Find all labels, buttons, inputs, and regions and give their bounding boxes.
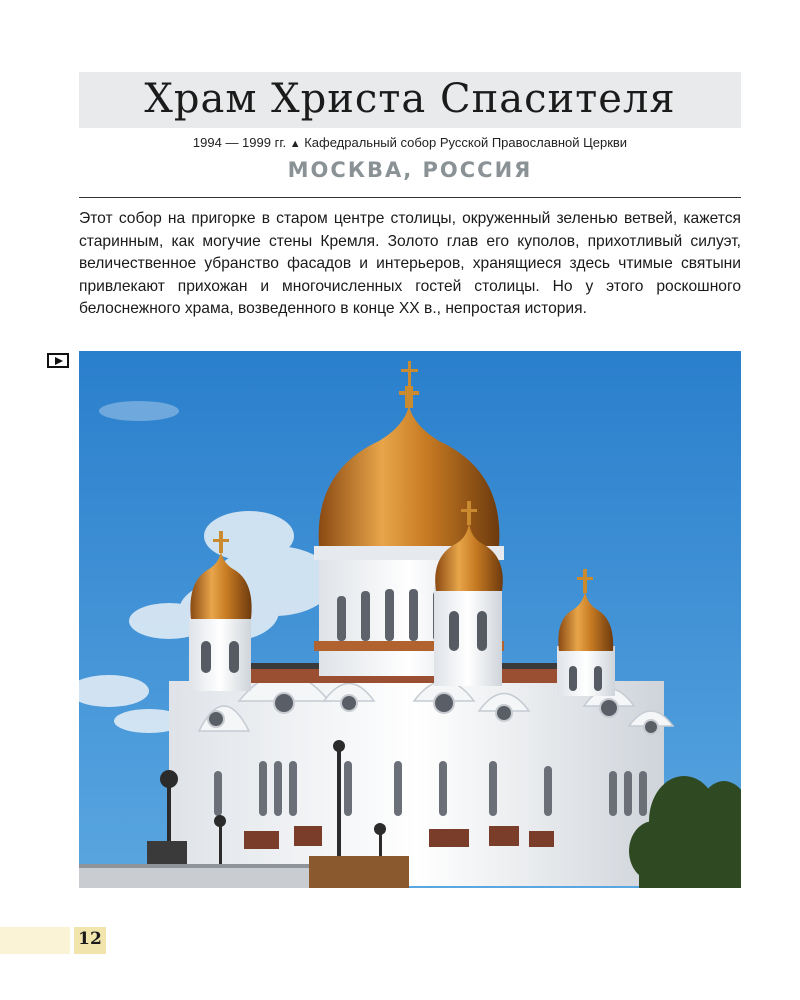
- page-number: 12: [78, 929, 102, 949]
- years-text: 1994 — 1999 гг.: [192, 135, 287, 150]
- page-number-box: [74, 927, 106, 954]
- subtitle-line: [79, 135, 741, 150]
- description-text: Кафедральный собор Русской Православной Церкви: [304, 135, 628, 150]
- divider-line: [79, 197, 741, 198]
- cathedral-photo: [79, 351, 741, 888]
- title-bar: [79, 72, 741, 128]
- location-heading: МОСКВА, РОССИЯ: [287, 158, 533, 182]
- article-paragraph: Этот собор на пригорке в старом центре столицы, окруженный зеленью ветвей, кажется старинным, как могучие стены Кремля. Золото глав его куполов, прихотливый силуэт, величественное убранство фасадов и интерьеров, хранящиеся здесь чтимые святыни привлекают прихожан и многочисленных гостей столицы. Но у этого роскошного белоснежного храма, возведенного в конце XX в., непростая история.: [79, 210, 741, 317]
- play-video-icon[interactable]: [47, 353, 69, 368]
- page-title: Храм Христа Спасителя: [144, 76, 676, 122]
- triangle-separator-icon: ▲: [289, 138, 301, 150]
- page-footer-strip: [0, 927, 70, 954]
